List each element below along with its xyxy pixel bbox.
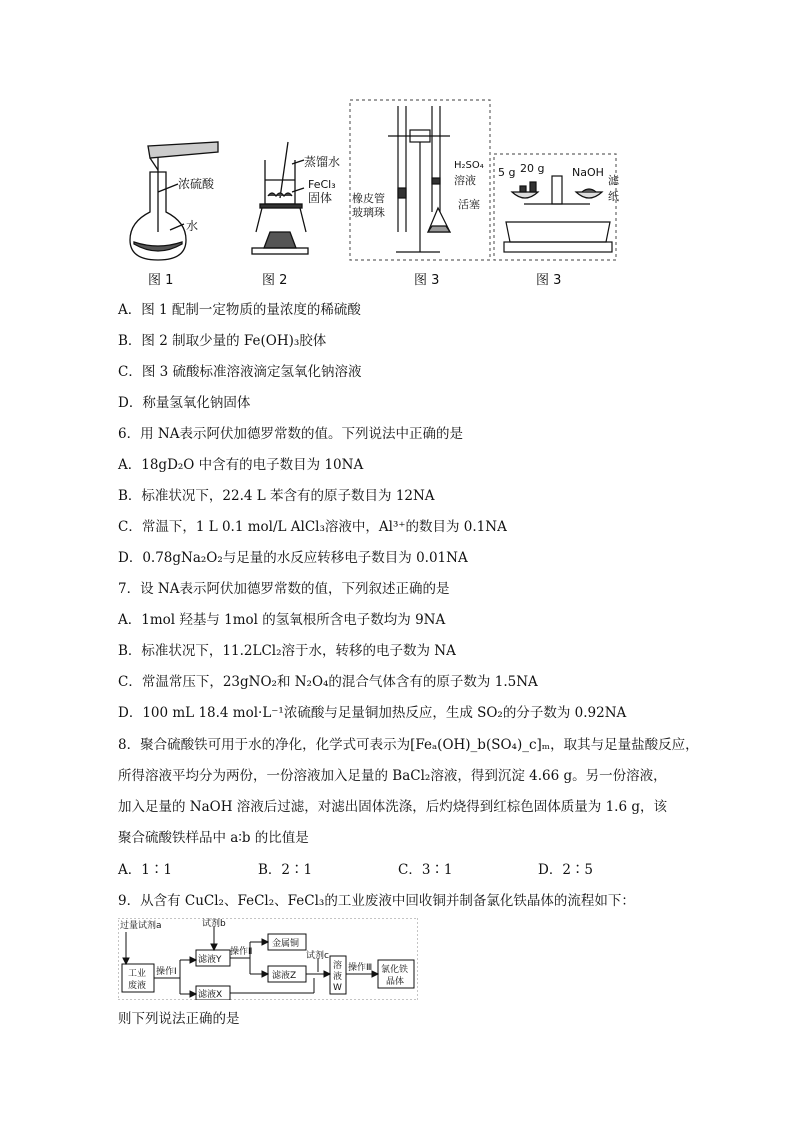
q8-option-c: C．3∶1 [398, 862, 453, 878]
q8-option-a: A．1∶1 [118, 862, 172, 878]
flowchart-svg [118, 918, 418, 1000]
flow-reagent-c: 试剂c [306, 951, 329, 961]
q6-option-c: C．常温下，1 L 0.1 mol/L AlCl₃溶液中，Al³⁺的数目为 0.1NA [118, 519, 507, 535]
flow-op2: 操作Ⅱ [230, 947, 253, 957]
q8-options [118, 861, 678, 879]
flow-op3: 操作Ⅲ [348, 963, 373, 973]
q6-option-a: A．18gD₂O 中含有的电子数目为 10NA [118, 457, 364, 473]
fig2-solid-label: 固体 [308, 191, 333, 205]
q7-stem: 7．设 NA表示阿伏加德罗常数的值，下列叙述正确的是 [118, 581, 450, 597]
fig1-caption: 图 1 [148, 273, 174, 288]
flow-waste-2: 废液 [128, 981, 147, 991]
flow-filtrate-y: 滤液Y [198, 955, 222, 965]
apparatus-figures [120, 92, 680, 292]
fig3-valve-label: 活塞 [458, 198, 480, 211]
fig2-water-label: 蒸馏水 [304, 155, 341, 169]
fig4-20g-label: 20 g [520, 162, 545, 175]
flow-crystal-2: 晶体 [386, 977, 405, 987]
fig1-acid-label: 浓硫酸 [178, 177, 215, 191]
q6-option-b: B．标准状况下，22.4 L 苯含有的原子数目为 12NA [118, 488, 435, 504]
figure-balance-drawing [494, 154, 620, 260]
apparatus-drawings [120, 92, 680, 292]
fig2-caption: 图 2 [262, 273, 288, 288]
q5-option-a: A．图 1 配制一定物质的量浓度的稀硫酸 [118, 302, 361, 318]
q6-stem: 6．用 NA表示阿伏加德罗常数的值。下列说法中正确的是 [118, 426, 463, 442]
q8-line-2: 所得溶液平均分为两份，一份溶液加入足量的 BaCl₂溶液，得到沉淀 4.66 g。另一份溶液， [118, 768, 667, 784]
fig3-bead-label: 玻璃珠 [352, 206, 385, 219]
q9-stem: 9．从含有 CuCl₂、FeCl₂、FeCl₃的工业废液中回收铜并制备氯化铁晶体的流程如下： [118, 893, 635, 909]
q7-option-c: C．常温常压下，23gNO₂和 N₂O₄的混合气体含有的原子数为 1.5NA [118, 674, 538, 690]
flow-copper: 金属铜 [272, 939, 300, 949]
flow-filtrate-z: 滤液Z [272, 971, 297, 981]
q5-option-c: C．图 3 硫酸标准溶液滴定氢氧化钠溶液 [118, 364, 362, 380]
q8-line-4: 聚合硫酸铁样品中 a∶b 的比值是 [118, 830, 309, 846]
q8-line-1: 8．聚合硫酸铁可用于水的净化，化学式可表示为[Feₐ(OH)_b(SO₄)_c]ₘ，取其与足量盐酸反应， [118, 737, 699, 753]
fig2-fecl3-label: FeCl₃ [308, 178, 336, 191]
q7-option-d: D．100 mL 18.4 mol·L⁻¹浓硫酸与足量铜加热反应，生成 SO₂的分子数为 0.92NA [118, 705, 627, 721]
q7-option-a: A．1mol 羟基与 1mol 的氢氧根所含电子数均为 9NA [118, 612, 446, 628]
fig4-naoh-label: NaOH [572, 166, 604, 179]
flow-filtrate-x: 滤液X [198, 990, 223, 1000]
fig3-solution-label: 溶液 [454, 174, 476, 187]
flow-reagent-b: 试剂b [202, 919, 226, 929]
q8-option-d: D．2∶5 [538, 862, 594, 878]
fig3-h2so4-label: H₂SO₄ [454, 160, 484, 171]
fig4-paper1-label: 滤 [608, 174, 619, 187]
q8-line-3: 加入足量的 NaOH 溶液后过滤，对滤出固体洗涤，后灼烧得到红棕色固体质量为 1.6 g，该 [118, 799, 667, 815]
flow-waste-1: 工业 [128, 969, 147, 979]
q9-flowchart [118, 918, 418, 1000]
fig4-5g-label: 5 g [498, 166, 516, 179]
q8-option-b: B．2∶1 [258, 862, 313, 878]
flow-reagent-a: 过量试剂a [120, 921, 162, 931]
q5-option-d: D．称量氢氧化钠固体 [118, 395, 251, 411]
figure-3-drawing [350, 100, 490, 260]
flow-op1: 操作Ⅰ [156, 967, 177, 977]
q5-option-b: B．图 2 制取少量的 Fe(OH)₃胶体 [118, 333, 327, 349]
figure-1-drawing [130, 142, 218, 260]
flow-sol-w-1: 溶 [333, 961, 343, 971]
flow-sol-w-2: 液 [333, 972, 343, 982]
q7-option-b: B．标准状况下，11.2LCl₂溶于水，转移的电子数为 NA [118, 643, 456, 659]
fig4-paper2-label: 纸 [608, 190, 619, 203]
figure-2-drawing [252, 142, 340, 254]
flow-sol-w-3: W [333, 983, 342, 993]
q9-after-text: 则下列说法正确的是 [118, 1011, 240, 1027]
fig4-caption: 图 3 [536, 273, 562, 288]
q6-option-d: D．0.78gNa₂O₂与足量的水反应转移电子数目为 0.01NA [118, 550, 468, 566]
fig3-rubber-label: 橡皮管 [352, 192, 385, 205]
fig3-caption: 图 3 [414, 273, 440, 288]
fig1-water-label: 水 [186, 219, 199, 233]
flow-crystal-1: 氯化铁 [381, 965, 409, 975]
